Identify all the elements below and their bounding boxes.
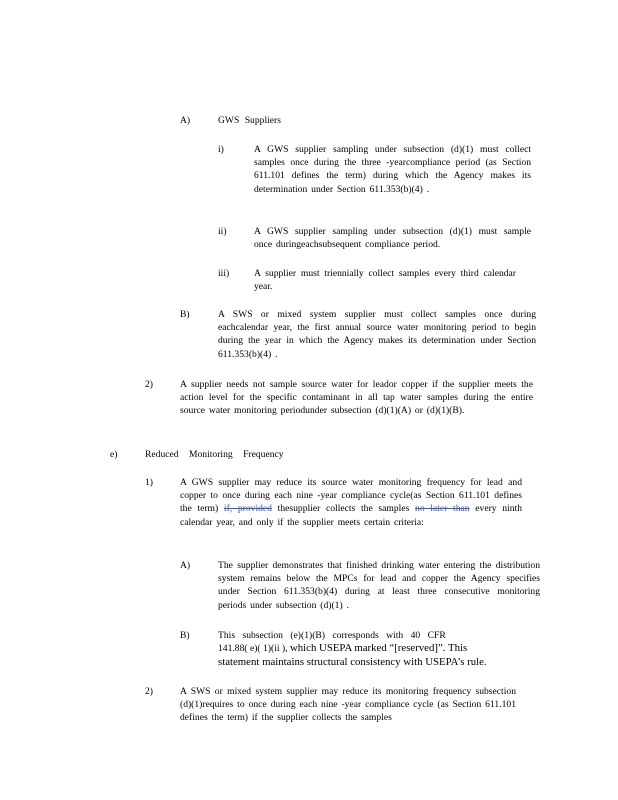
item-iii-marker: iii): [218, 268, 230, 279]
paragraph-e1b-line-1: This subsection (e)(1)(B) corresponds with 40 CFR: [218, 630, 446, 641]
paragraph-2-marker: 2): [145, 379, 153, 390]
item-iii-text: A supplier must triennially collect samples every third calendar year.: [254, 268, 516, 293]
paragraph-e1b-line-2: [218, 642, 538, 656]
paragraph-e1-marker: 1): [145, 477, 153, 488]
section-e-heading: Reduced Monitoring Frequency: [145, 449, 284, 460]
paragraph-e2-text: A SWS or mixed system supplier may reduce its monitoring frequency subsection (d)(1)requires to once during each nine -year compliance cycle (as Section 611.101 defines the term) if the supplier collects the samples: [180, 686, 516, 724]
deleted-text-if-provided: if, provided: [223, 503, 272, 515]
subsection-b-marker: B): [180, 309, 190, 320]
item-i-marker: i): [218, 144, 224, 155]
paragraph-e1a-marker: A): [180, 560, 191, 571]
paragraph-e1b-marker: B): [180, 630, 190, 641]
paragraph-e1b-text: [218, 629, 538, 669]
paragraph-e1b-citation: 141.88( e)( 1)(ii ),: [218, 643, 288, 655]
subsection-b-text: A SWS or mixed system supplier must collect samples once during eachcalendar year, the first annual source water monitoring period to begin during the year in which the Agency makes its determination under Section 611.353(b)(4) .: [218, 309, 536, 360]
subsection-a-marker: A): [180, 115, 191, 126]
paragraph-e1-text-after: every ninth calendar year, and only if the supplier meets certain criteria:: [180, 503, 522, 528]
section-e-marker: e): [110, 449, 118, 460]
paragraph-e1-text-before: A GWS supplier may reduce its source water monitoring frequency for lead and copper to once during each nine -year compliance cycle(as Section 611.101 defines the term): [180, 477, 522, 515]
paragraph-e1b-reserved-text: which USEPA marked “[reserved]”. This: [289, 642, 468, 655]
deleted-text-no-later-than: no later than: [415, 503, 470, 515]
item-i-text: A GWS supplier sampling under subsection (d)(1) must collect samples once during the three -yearcompliance period (as Section 611.101 defines the term) during which the Agency makes its determination under Section 611.353(b)(4) .: [254, 144, 531, 195]
item-ii-marker: ii): [218, 226, 227, 237]
subsection-a-heading: GWS Suppliers: [218, 115, 281, 126]
paragraph-e1a-text: The supplier demonstrates that finished drinking water entering the distribution system remains below the MPCs for lead and copper the Agency specifies under Section 611.353(b)(4) during at least three consecutive monitoring periods under subsection (d)(1) .: [218, 560, 540, 611]
item-ii-text: A GWS supplier sampling under subsection (d)(1) must sample once duringeachsubsequent compliance period.: [254, 226, 531, 251]
paragraph-e1-text: [180, 476, 522, 529]
paragraph-e1b-line-3: statement maintains structural consistency with USEPA’s rule.: [218, 655, 487, 668]
paragraph-2-text: A supplier needs not sample source water for leador copper if the supplier meets the action level for the specific contaminant in all tap water samples during the entire source water monitoring periodunder subsection (d)(1)(A) or (d)(1)(B).: [180, 379, 533, 417]
paragraph-e1-text-mid: thesupplier collects the samples: [277, 503, 410, 515]
paragraph-e2-marker: 2): [145, 686, 153, 697]
